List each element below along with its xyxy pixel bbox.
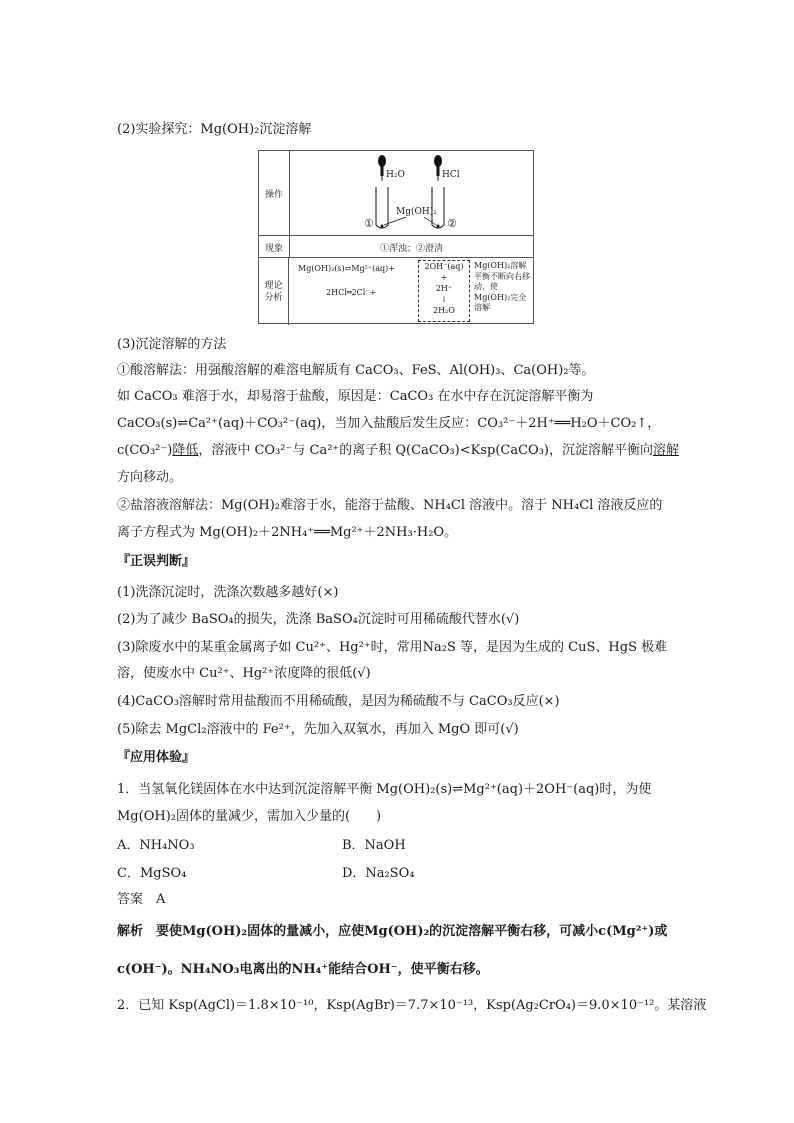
option-d: D．Na₂SO₄ — [342, 866, 415, 881]
equation-dissolution: Mg(OH)₂(s)⇌Mg²⁺(aq)+ — [298, 264, 395, 273]
judge-item-4: (4)CaCO₃溶解时常用盐酸而不用稀硫酸，是因为稀硫酸不与 CaCO₃反应(×) — [117, 694, 560, 709]
theory-note: Mg(OH)₂溶解平衡不断向右移动，使Mg(OH)₂完全溶解 — [474, 261, 530, 312]
test-tube-left-icon — [376, 187, 388, 228]
apply-heading: 『应用体验』 — [117, 750, 196, 765]
section-3-title: (3)沉淀溶解的方法 — [117, 337, 227, 352]
judge-item-2: (2)为了减少 BaSO₄的损失，洗涤 BaSO₄沉淀时可用稀硫酸代替水(√) — [117, 612, 520, 627]
reagent-hcl-label: HCl — [442, 170, 460, 180]
paragraph-caco3-1: 如 CaCO₃ 难溶于水，却易溶于盐酸，原因是：CaCO₃ 在水中存在沉淀溶解平衡为 — [117, 389, 594, 404]
row-label-theory: 理论分析 — [259, 258, 289, 325]
table-row-operation — [259, 151, 533, 235]
precipitate-label: Mg(OH)₂ — [396, 207, 437, 217]
ion-combination-box — [418, 260, 470, 322]
underline-dissolve: 溶解 — [652, 443, 679, 458]
explanation-line-2: c(OH⁻)。NH₄NO₃电离出的NH₄⁺能结合OH⁻，使平衡右移。 — [117, 962, 489, 977]
option-b: B．NaOH — [342, 838, 406, 853]
question-1-line-2: Mg(OH)₂固体的量减少，需加入少量的( ) — [117, 809, 382, 824]
box-arrow-icon: ⇂ — [440, 295, 448, 304]
box-plus: + — [440, 273, 448, 282]
question-2-line-1: 2．已知 Ksp(AgCl)＝1.8×10⁻¹⁰，Ksp(AgBr)＝7.7×10⁻¹³，Ksp(Ag₂CrO₄)＝9.0×10⁻¹²。某溶液 — [117, 998, 707, 1013]
section-2-title: (2)实验探究：Mg(OH)₂沉淀溶解 — [117, 122, 312, 137]
apparatus-diagram — [290, 151, 533, 235]
ion-product-text: ，溶液中 CO₃²⁻与 Ca²⁺的离子积 Q(CaCO₃)<Ksp(CaCO₃)，沉淀溶解平衡向 — [198, 443, 653, 458]
box-oh-ions: 2OH⁻(aq) — [424, 262, 464, 271]
paragraph-salt-method-2: 离子方程式为 Mg(OH)₂＋2NH₄⁺══Mg²⁺＋2NH₃·H₂O。 — [117, 525, 458, 540]
tube-2-label: ② — [447, 217, 457, 230]
theory-cell — [290, 258, 533, 325]
reagent-water-label: H₂O — [386, 170, 405, 180]
paragraph-acid-method: ①酸溶解法：用强酸溶解的难溶电解质有 CaCO₃、FeS、Al(OH)₃、Ca(OH)₂等。 — [117, 363, 595, 378]
test-tube-diagram — [290, 151, 534, 235]
judge-item-1: (1)洗涤沉淀时，洗涤次数越多越好(×) — [117, 585, 339, 600]
paragraph-caco3-2: CaCO₃(s)⇌Ca²⁺(aq)＋CO₃²⁻(aq)，当加入盐酸后发生反应：CO₃²⁻＋2H⁺══H₂O＋CO₂↑， — [117, 416, 661, 431]
c-co3-text: c(CO₃²⁻) — [117, 443, 173, 458]
explanation-line-1: 解析 要使Mg(OH)₂固体的量减小，应使Mg(OH)₂的沉淀溶解平衡右移，可减小c(Mg²⁺)或 — [117, 924, 668, 939]
row-label-observation: 现象 — [259, 236, 290, 258]
row-label-operation: 操作 — [259, 151, 290, 235]
answer-text: 答案 A — [117, 892, 166, 907]
dropper-right-icon — [434, 155, 442, 181]
judge-item-5: (5)除去 MgCl₂溶液中的 Fe²⁺，先加入双氧水，再加入 MgO 即可(√) — [117, 722, 519, 737]
question-1-line-1: 1．当氢氧化镁固体在水中达到沉淀溶解平衡 Mg(OH)₂(s)⇌Mg²⁺(aq)＋2OH⁻(aq)时，为使 — [117, 782, 652, 797]
table-row-theory — [259, 257, 533, 325]
option-c: C．MgSO₄ — [117, 866, 187, 881]
box-water: 2H₂O — [433, 306, 455, 315]
underline-decrease: 降低 — [172, 443, 199, 458]
dropper-left-icon — [378, 155, 386, 181]
table-row-observation — [259, 235, 533, 258]
equation-hcl: 2HCl═2Cl⁻+ — [326, 288, 377, 297]
option-a: A．NH₄NO₃ — [117, 838, 195, 853]
tube-1-label: ① — [364, 217, 374, 230]
observation-text: ①浑浊；②澄清 — [379, 243, 443, 254]
experiment-table — [258, 150, 534, 324]
paragraph-salt-method-1: ②盐溶液溶解法：Mg(OH)₂难溶于水，能溶于盐酸、NH₄Cl 溶液中。溶于 NH₄Cl 溶液反应的 — [117, 498, 663, 513]
paragraph-caco3-4: 方向移动。 — [117, 470, 183, 485]
box-h-ions: 2H⁺ — [435, 284, 453, 293]
paragraph-caco3-3 — [117, 441, 679, 461]
judge-item-3a: (3)除废水中的某重金属离子如 Cu²⁺、Hg²⁺时，常用Na₂S 等，是因为生成的 CuS、HgS 极难 — [117, 640, 668, 655]
judge-heading: 『正误判断』 — [117, 554, 196, 569]
judge-item-3b: 溶，使废水中 Cu²⁺、Hg²⁺浓度降的很低(√) — [117, 666, 371, 681]
